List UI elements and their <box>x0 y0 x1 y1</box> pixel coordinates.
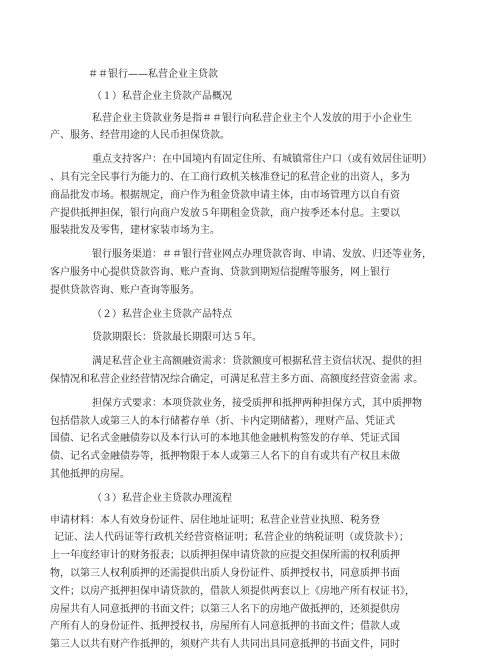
text-line: 重点支持客户：在中国境内有固定住所、有城镇常住户口（或有效居住证明） <box>92 154 432 166</box>
text-line: 其他抵押的房屋。 <box>50 468 130 480</box>
paragraph-financing-needs <box>36 353 474 389</box>
document-title: ＃＃银行——私营企业主贷款 <box>88 69 218 80</box>
paragraph-target-customers <box>36 151 474 240</box>
text-line: 满足私营企业主高额融资需求：贷款额度可根据私营主资信状况、提供的担 <box>92 356 422 368</box>
text-line: 债、记名式金融债券等，抵押物限于本人或第三人名下的自有或共有产权且未做 <box>50 451 400 463</box>
section-2-heading: （２）私营企业主贷款产品特点 <box>92 308 232 320</box>
text-line: 保情况和私营企业经营情况综合确定，可满足私营主多方面、高额度经营资金需 求。 <box>50 373 424 385</box>
text-line: 包括借款人或第三人的本行储蓄存单（折、卡内定期储蓄），理财产品、凭证式 <box>50 415 395 427</box>
text-line: 、具有完全民事行为能力的、在工商行政机关核准登记的私营企业的出资人，多为 <box>50 171 410 183</box>
text-line: 产所有人的身份证件、抵押授权书，房屋所有人同意抵押的书面文件；借款人或 <box>50 621 400 633</box>
text-line: 记证、法人代码证等行政机关经营资格证明；私营企业的纳税证明（或贷款卡）； <box>54 532 409 544</box>
paragraph-loan-term <box>36 329 474 347</box>
text-line: 贷款期限长：贷款最长期限可达５年。 <box>92 332 262 344</box>
text-line: 产提供抵押担保，银行向商户发放５年期租金贷款，商户按季还本付息。主要以 <box>50 207 400 219</box>
text-line: 客户服务中心提供贷款咨询、账户查询、贷款到期短信提醒等服务，网上银行 <box>50 266 390 278</box>
section-3-heading: （３）私营企业主贷款办理流程 <box>92 492 232 504</box>
paragraph-guarantee-methods <box>36 395 474 484</box>
paragraph-product-overview <box>36 110 474 146</box>
text-line: 私营企业主贷款业务是指＃＃银行向私营企业主个人发放的用于小企业生 <box>92 112 412 124</box>
text-line: 产、服务、经营用途的人民币担保贷款。 <box>50 130 230 142</box>
section-1-heading: （１）私营企业主贷款产品概况 <box>92 90 232 102</box>
text-line: 国债、记名式金融债券以及本行认可的本地其他金融机构签发的存单、凭证式国 <box>50 433 400 445</box>
text-line: 提供贷款咨询、账户查询等服务。 <box>50 284 200 296</box>
text-line: 服装批发及零售，建材家装市场为主。 <box>50 225 220 237</box>
paragraph-application-materials <box>36 512 474 654</box>
text-line: 上一年度经审计的财务报表；以质押担保申请贷款的应提交担保所需的权利质押 <box>50 550 400 562</box>
text-line: 银行服务渠道：＃＃银行营业网点办理贷款咨询、申请、发放、归还等业务， <box>92 249 432 261</box>
text-line: 担保方式要求：本项贷款业务，接受质押和抵押两种担保方式，其中质押物 <box>92 397 422 409</box>
text-line: 文件；以房产抵押担保申请贷款的，借款人须提供两套以上《房地产所有权证书》， <box>50 585 415 597</box>
text-line: 物，以第三人权利质押的还需提供出质人身份证件、质押授权书，同意质押书面 <box>50 567 400 579</box>
text-line: 房屋共有人同意抵押的书面文件；以第三人名下的房地产做抵押的，还须提供房 <box>50 603 400 615</box>
paragraph-service-channels <box>36 246 474 299</box>
text-line: 商品批发市场。根据规定，商户作为租金贷款申请主体，由市场管理方以自有资 <box>50 189 400 201</box>
text-line: 第三人以共有财产作抵押的，须财产共有人共同出具同意抵押的书面文件，同时 <box>50 639 400 651</box>
text-line: 申请材料：本人有效身份证件、居住地址证明；私营企业营业执照、税务登 <box>50 514 380 526</box>
